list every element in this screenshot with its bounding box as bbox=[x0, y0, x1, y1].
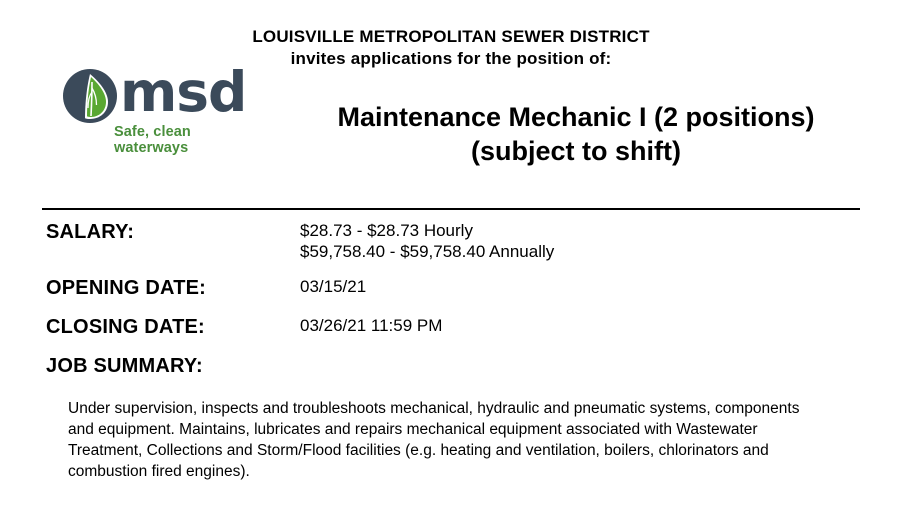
salary-hourly: $28.73 - $28.73 Hourly bbox=[300, 221, 473, 240]
closing-date-value: 03/26/21 11:59 PM bbox=[300, 316, 443, 335]
msd-wordmark: msd bbox=[120, 60, 247, 124]
salary-row bbox=[0, 220, 902, 262]
msd-logo bbox=[58, 60, 258, 156]
invitation-text: invites applications for the position of: bbox=[290, 49, 612, 68]
job-summary-paragraph: Under supervision, inspects and troubleshoots mechanical, hydraulic and pneumatic systems, components and equipment. Maintains, lubricates and repairs mechanical equipment associated with Wastewater Treatment, Collections and Storm/Flood facilities (e.g. heating and ventilation, boilers, chlorinators and combustion fired engines). bbox=[68, 400, 800, 480]
organization-name: LOUISVILLE METROPOLITAN SEWER DISTRICT bbox=[252, 27, 650, 46]
salary-label: SALARY: bbox=[46, 221, 135, 243]
posting-header bbox=[0, 0, 902, 195]
salary-value bbox=[300, 220, 554, 262]
opening-date-value: 03/15/21 bbox=[300, 277, 367, 296]
posting-details bbox=[0, 216, 902, 379]
job-title-line2: (subject to shift) bbox=[471, 136, 681, 166]
opening-date-label: OPENING DATE: bbox=[46, 277, 207, 299]
salary-annual: $59,758.40 - $59,758.40 Annually bbox=[300, 242, 555, 261]
msd-logo-mark-icon bbox=[62, 68, 118, 124]
header-divider bbox=[42, 208, 860, 210]
opening-date-row bbox=[0, 276, 902, 301]
job-title-line1: Maintenance Mechanic I (2 positions) bbox=[337, 102, 815, 132]
job-title bbox=[270, 100, 882, 168]
job-summary-row bbox=[0, 354, 902, 379]
msd-tagline: Safe, clean waterways bbox=[114, 124, 191, 156]
closing-date-label: CLOSING DATE: bbox=[46, 316, 205, 338]
job-summary-label: JOB SUMMARY: bbox=[46, 355, 203, 377]
job-summary-text bbox=[68, 398, 802, 482]
closing-date-row bbox=[0, 315, 902, 340]
